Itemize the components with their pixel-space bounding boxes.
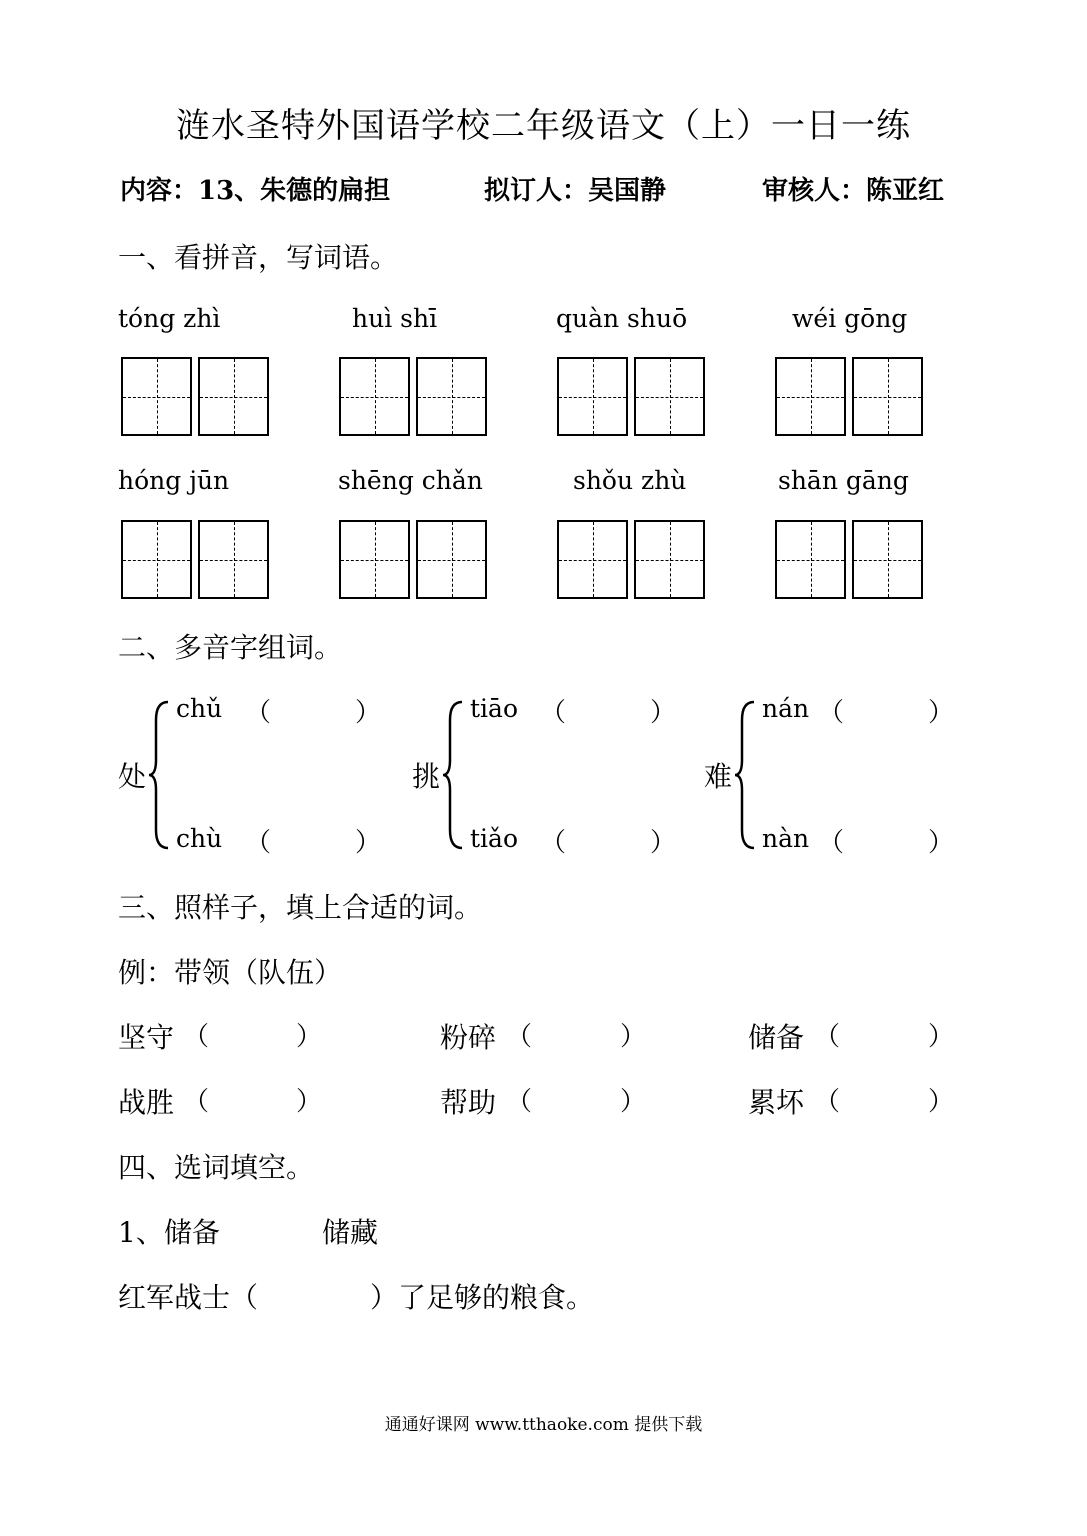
brace-icon: [734, 700, 756, 850]
reviewer-label: 审核人：陈亚红: [762, 176, 945, 206]
pinyin-nan2: nán: [762, 694, 810, 723]
writing-box[interactable]: [339, 357, 410, 436]
polyphone-char-1: 处: [118, 760, 147, 793]
writing-box[interactable]: [775, 357, 846, 436]
paren-close: ）: [928, 698, 955, 728]
paren-close: ）: [928, 828, 955, 858]
paren-close: ）: [296, 1022, 323, 1052]
footer-credit: 通通好课网 www.tthaoke.com 提供下载: [384, 1415, 703, 1435]
writing-box[interactable]: [557, 520, 628, 599]
writing-grid-8[interactable]: [775, 520, 923, 599]
sentence-end: ）了足够的粮食。: [370, 1281, 595, 1314]
paren-open: （: [540, 828, 567, 858]
page-title: 涟水圣特外国语学校二年级语文（上）一日一练: [176, 106, 911, 146]
writing-box[interactable]: [634, 520, 705, 599]
writing-grid-7[interactable]: [557, 520, 705, 599]
brace-icon: [442, 700, 464, 850]
paren-close: ）: [928, 1087, 955, 1117]
choice-1: 1、储备: [118, 1216, 220, 1249]
writing-box[interactable]: [852, 520, 923, 599]
paren-close: ）: [650, 698, 677, 728]
paren-open: （: [245, 698, 272, 728]
section3-heading: 三、照样子，填上合适的词。: [118, 891, 483, 924]
sentence-start: 红军战士（: [118, 1281, 259, 1314]
writing-box[interactable]: [121, 520, 192, 599]
author-label: 拟订人：吴国静: [484, 176, 667, 206]
word-5: 帮助: [440, 1086, 497, 1119]
writing-box[interactable]: [775, 520, 846, 599]
pinyin-6: shēng chǎn: [338, 466, 483, 495]
writing-grid-4[interactable]: [775, 357, 923, 436]
paren-close: ）: [650, 828, 677, 858]
pinyin-1: tóng zhì: [118, 304, 221, 333]
paren-open: （: [814, 1087, 841, 1117]
writing-box[interactable]: [416, 357, 487, 436]
writing-box[interactable]: [634, 357, 705, 436]
paren-close: ）: [296, 1087, 323, 1117]
pinyin-8: shān gāng: [778, 466, 909, 495]
paren-open: （: [183, 1022, 210, 1052]
section1-heading: 一、看拼音，写词语。: [118, 241, 399, 274]
polyphone-char-2: 挑: [412, 760, 441, 793]
writing-box[interactable]: [198, 520, 269, 599]
writing-box[interactable]: [121, 357, 192, 436]
pinyin-7: shǒu zhù: [573, 466, 687, 495]
section2-heading: 二、多音字组词。: [118, 631, 343, 664]
paren-close: ）: [355, 698, 382, 728]
paren-open: （: [183, 1087, 210, 1117]
paren-open: （: [506, 1087, 533, 1117]
content-label: 内容：13、朱德的扁担: [120, 176, 391, 206]
paren-close: ）: [355, 828, 382, 858]
example-line: 例：带领（队伍）: [118, 956, 343, 989]
paren-open: （: [506, 1022, 533, 1052]
writing-box[interactable]: [339, 520, 410, 599]
pinyin-3: quàn shuō: [556, 304, 688, 333]
pinyin-tiao1: tiāo: [470, 694, 518, 723]
paren-open: （: [818, 698, 845, 728]
writing-grid-1[interactable]: [121, 357, 269, 436]
writing-grid-3[interactable]: [557, 357, 705, 436]
word-3: 储备: [748, 1021, 805, 1054]
writing-grid-6[interactable]: [339, 520, 487, 599]
writing-box[interactable]: [557, 357, 628, 436]
pinyin-2: huì shī: [352, 304, 438, 333]
writing-box[interactable]: [198, 357, 269, 436]
paren-open: （: [814, 1022, 841, 1052]
writing-grid-5[interactable]: [121, 520, 269, 599]
writing-box[interactable]: [852, 357, 923, 436]
choice-2: 储藏: [322, 1216, 379, 1249]
paren-open: （: [540, 698, 567, 728]
word-4: 战胜: [118, 1086, 175, 1119]
word-6: 累坏: [748, 1086, 805, 1119]
paren-close: ）: [620, 1087, 647, 1117]
word-1: 坚守: [118, 1021, 175, 1054]
paren-close: ）: [620, 1022, 647, 1052]
pinyin-tiao3: tiǎo: [470, 824, 518, 853]
polyphone-char-3: 难: [704, 760, 733, 793]
paren-close: ）: [928, 1022, 955, 1052]
word-2: 粉碎: [440, 1021, 497, 1054]
pinyin-5: hóng jūn: [118, 466, 230, 495]
pinyin-chu4: chù: [176, 824, 223, 853]
brace-icon: [148, 700, 170, 850]
writing-box[interactable]: [416, 520, 487, 599]
section4-heading: 四、选词填空。: [118, 1151, 315, 1184]
writing-grid-2[interactable]: [339, 357, 487, 436]
paren-open: （: [818, 828, 845, 858]
pinyin-chu3: chǔ: [176, 694, 223, 723]
paren-open: （: [245, 828, 272, 858]
pinyin-nan4: nàn: [762, 824, 810, 853]
pinyin-4: wéi gōng: [792, 304, 908, 333]
